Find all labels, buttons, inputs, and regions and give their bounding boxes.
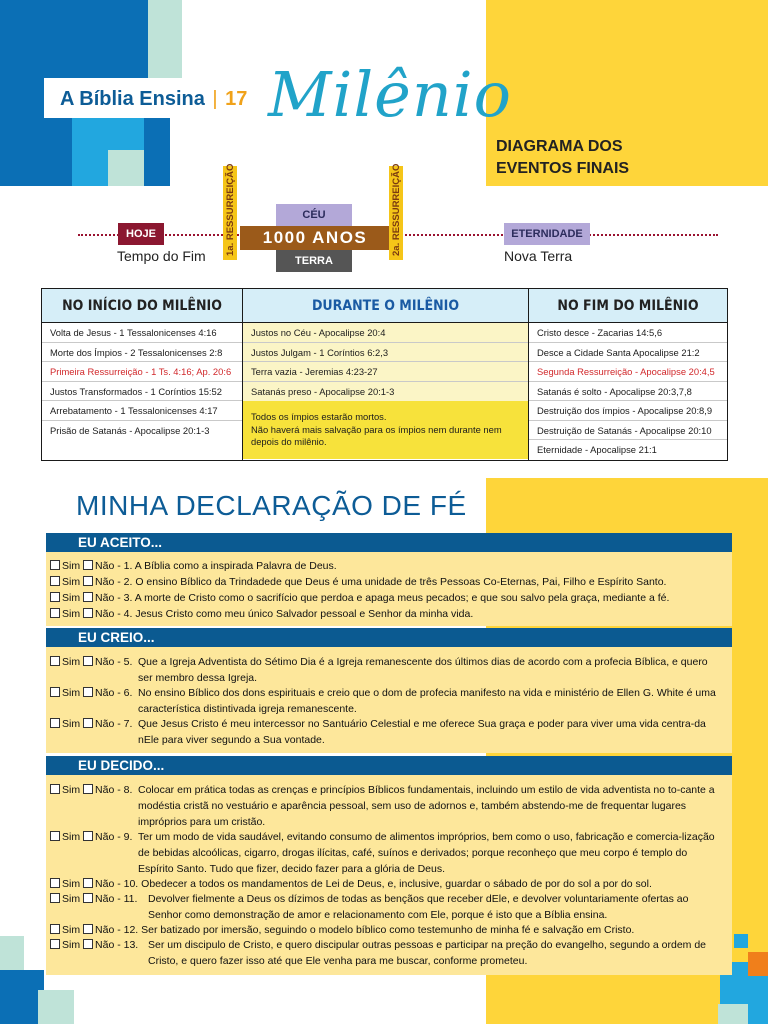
nao-checkbox[interactable] (83, 560, 93, 570)
sim-label: Sim (62, 784, 81, 796)
list-item: Volta de Jesus - 1 Tessalonicenses 4:16 (42, 323, 242, 343)
declaration-title: MINHA DECLARAÇÃO DE FÉ (76, 490, 467, 521)
brand-separator: | (212, 88, 218, 110)
fim-cell (529, 323, 728, 461)
brand (60, 88, 247, 111)
nao-label: Não (95, 592, 115, 604)
list-item: Justos no Céu - Apocalipse 20:4 (243, 323, 528, 343)
nao-checkbox[interactable] (83, 592, 93, 602)
item-number: 4. (123, 608, 133, 620)
deco-block (748, 952, 768, 976)
deco-block (734, 934, 748, 948)
lesson-number: 17 (225, 88, 248, 110)
sim-checkbox[interactable] (50, 893, 60, 903)
item-text: Ter um modo de vida saudável, evitando consumo de alimentos impróprios, bem como o uso, fabricação e comercia-lização de bebidas alcoólicas, cigarro, drogas ilícitas, café, suínos e derivados; porque reconheço que meu corpo é templo do Espírito Santo. Tudo que fizer, decido fazer para a glória de Deus. (138, 831, 715, 875)
nao-label: Não (95, 560, 115, 572)
sim-checkbox[interactable] (50, 878, 60, 888)
list-item: Prisão de Satanás - Apocalipse 20:1-3 (50, 424, 210, 436)
section-heading-decido: EU DECIDO... (46, 756, 732, 775)
deco-block (38, 990, 74, 1024)
nao-checkbox[interactable] (83, 718, 93, 728)
inicio-cell (42, 323, 243, 461)
today-tag: HOJE (118, 223, 164, 245)
item-number: 8. (123, 784, 133, 796)
declaration-item: Sim Não - 2. O ensino Bíblico da Trindadede que Deus é uma unidade de três Pessoas Co-Eternas, Pai, Filho e Espírito Santo. (50, 574, 720, 590)
diagram-label: DIAGRAMA DOS EVENTOS FINAIS (496, 138, 630, 177)
item-text: Ser batizado por imersão, seguindo o modelo bíblico como testemunho de minha fé e salvação em Cristo. (141, 924, 635, 936)
sim-label: Sim (62, 560, 81, 572)
sim-label: Sim (62, 576, 81, 588)
list-item: Justos Transformados - 1 Coríntios 15:52 (42, 382, 242, 402)
nao-checkbox[interactable] (83, 687, 93, 697)
sim-checkbox[interactable] (50, 687, 60, 697)
declaration-item: Sim Não - 1. A Bíblia como a inspirada Palavra de Deus. (50, 558, 720, 574)
item-number: 1. (123, 560, 133, 572)
list-item: Cristo desce - Zacarias 14:5,6 (529, 323, 727, 343)
list-item: Destruição dos ímpios - Apocalipse 20:8,9 (529, 401, 727, 421)
item-text: O ensino Bíblico da Trindadede que Deus é uma unidade de três Pessoas Co-Eternas, Pai, Filho e Espírito Santo. (135, 576, 667, 588)
sim-label: Sim (62, 608, 81, 620)
item-text: Ser um discipulo de Cristo, e quero discipular outras pessoas e participar na preção do evangelho, segundo a ordem de Cristo, e quero fazer isso até que Ele venha para me buscar, conforme prometeu. (148, 939, 706, 967)
col-header-fim: NO FIM DO MILÊNIO (529, 289, 728, 323)
sim-checkbox[interactable] (50, 592, 60, 602)
list-item: Eternidade - Apocalipse 21:1 (537, 444, 657, 455)
sim-label: Sim (62, 831, 81, 843)
item-text: Colocar em prática todas as crenças e princípios Bíblicos fundamentais, incluindo um estilo de vida adventista no to-cante a modéstia cristã no vestuário e aparência pessoal, sem uso de adornos e, também abstendo-me de frequentar lugares impróprios para um cristão. (138, 784, 715, 828)
deco-block (148, 0, 182, 82)
brand-name: A Bíblia Ensina (60, 88, 205, 110)
declaration-item: Sim Não - 11. Devolver fielmente a Deus os dízimos de todas as bençãos que receber dEle, e devolver voluntariamente ofertas ao Senhor como demonstração de amor e relacionamento com Ele, porque é isto que a Bíblia ensina. (50, 891, 720, 923)
nao-checkbox[interactable] (83, 576, 93, 586)
nao-checkbox[interactable] (83, 608, 93, 618)
item-text: A Bíblia como a inspirada Palavra de Deus. (134, 560, 337, 572)
sim-label: Sim (62, 893, 81, 905)
item-number: 9. (123, 831, 133, 843)
nao-label: Não (95, 656, 115, 668)
item-number: 12. (123, 924, 139, 936)
thousand-years: 1000 ANOS (240, 226, 390, 250)
sim-label: Sim (62, 656, 81, 668)
sim-label: Sim (62, 592, 81, 604)
list-item: Justos Julgam - 1 Coríntios 6:2,3 (243, 343, 528, 363)
nao-checkbox[interactable] (83, 831, 93, 841)
item-text: Que a Igreja Adventista do Sétimo Dia é a Igreja remanescente dos últimos dias de acordo com a profecia Bíblica, e quero ser membro dessa Igreja. (138, 656, 708, 684)
declaration-item: Sim Não - 12. Ser batizado por imersão, seguindo o modelo bíblico como testemunho de minha fé e salvação em Cristo. (50, 922, 720, 938)
nao-label: Não (95, 784, 115, 796)
declaration-item: Sim Não - 8. Colocar em prática todas as crenças e princípios Bíblicos fundamentais, incluindo um estilo de vida adventista no to-cante a modéstia cristã no vestuário e aparência pessoal, sem uso de adornos e, também abstendo-me de frequentar lugares impróprios para um cristão. (50, 782, 720, 830)
item-number: 2. (123, 576, 133, 588)
nao-label: Não (95, 718, 115, 730)
sim-checkbox[interactable] (50, 784, 60, 794)
item-text: Que Jesus Cristo é meu intercessor no Santuário Celestial e me oferece Sua graça e poder para viver uma vida centra-da nEle para viver segundo a Sua vontade. (138, 718, 706, 746)
declaration-item: Sim Não - 9. Ter um modo de vida saudável, evitando consumo de alimentos impróprios, bem como o uso, fabricação e comercia-lização de bebidas alcoólicas, cigarro, drogas ilícitas, café, suínos e derivados; porque reconheço que meu corpo é templo do Espírito Santo. Tudo que fizer, decido fazer para a glória de Deus. (50, 829, 720, 877)
terra-tag: TERRA (276, 250, 352, 272)
section-heading-creio: EU CREIO... (46, 628, 732, 647)
list-item: Primeira Ressurreição - 1 Ts. 4:16; Ap. 20:6 (42, 362, 242, 382)
durante-note (243, 401, 528, 459)
list-item: Segunda Ressurreição - Apocalipse 20:4,5 (529, 362, 727, 382)
sim-checkbox[interactable] (50, 718, 60, 728)
deco-block (108, 150, 144, 186)
tempo-fim-label: Tempo do Fim (117, 248, 206, 264)
col-header-inicio: NO INÍCIO DO MILÊNIO (42, 289, 243, 323)
sim-checkbox[interactable] (50, 576, 60, 586)
item-number: 10. (123, 878, 139, 890)
ceu-tag: CÉU (276, 204, 352, 226)
section-heading-aceito: EU ACEITO... (46, 533, 732, 552)
sim-checkbox[interactable] (50, 608, 60, 618)
nao-checkbox[interactable] (83, 924, 93, 934)
sim-checkbox[interactable] (50, 939, 60, 949)
item-number: 5. (123, 656, 133, 668)
sim-label: Sim (62, 939, 81, 951)
list-item: Desce a Cidade Santa Apocalipse 21:2 (529, 343, 727, 363)
sim-label: Sim (62, 878, 81, 890)
item-number: 11. (123, 893, 138, 905)
list-item: Terra vazia - Jeremias 4:23-27 (243, 362, 528, 382)
list-item: Satanás preso - Apocalipse 20:1-3 (243, 382, 528, 402)
second-resurrection-label: 2a. RESSURREIÇÃO (391, 163, 402, 256)
first-resurrection-label: 1a. RESSURREIÇÃO (225, 163, 236, 256)
item-number: 6. (123, 687, 133, 699)
deco-block (718, 1004, 748, 1024)
nao-checkbox[interactable] (83, 784, 93, 794)
declaration-item: Sim Não - 10. Obedecer a todos os mandamentos de Lei de Deus, e, inclusive, guardar o sábado de por do sol a por do sol. (50, 876, 720, 892)
nao-label: Não (95, 576, 115, 588)
item-number: 3. (123, 592, 133, 604)
sim-checkbox[interactable] (50, 560, 60, 570)
nao-label: Não (95, 687, 115, 699)
note-line: Não haverá mais salvação para os ímpios nem durante nem depois do milênio. (251, 423, 502, 447)
list-item: Morte dos Ímpios - 2 Tessalonicenses 2:8 (42, 343, 242, 363)
declaration-item: Sim Não - 5. Que a Igreja Adventista do Sétimo Dia é a Igreja remanescente dos últimos dias de acordo com a profecia Bíblica, e quero ser membro dessa Igreja. (50, 654, 720, 686)
item-number: 13. (123, 939, 139, 951)
events-table (41, 288, 728, 461)
nao-label: Não (95, 939, 115, 951)
col-header-durante: DURANTE O MILÊNIO (243, 289, 529, 323)
item-text: No ensino Bíblico dos dons espirituais e creio que o dom de profecia manifesto na vida e ministério de Ellen G. White é uma característica distintivada igreja remanescente. (138, 687, 716, 715)
nao-label: Não (95, 893, 115, 905)
nao-checkbox[interactable] (83, 878, 93, 888)
sim-label: Sim (62, 924, 81, 936)
eternity-tag: ETERNIDADE (504, 223, 590, 245)
item-number: 7. (123, 718, 133, 730)
list-item: Arrebatamento - 1 Tessalonicenses 4:17 (42, 401, 242, 421)
nao-label: Não (95, 924, 115, 936)
sim-label: Sim (62, 687, 81, 699)
page-title: Milênio (268, 58, 512, 131)
durante-cell (243, 323, 529, 461)
list-item: Destruição de Satanás - Apocalipse 20:10 (529, 421, 727, 441)
item-text: Jesus Cristo como meu único Salvador pessoal e Senhor da minha vida. (135, 608, 474, 620)
item-text: A morte de Cristo como o sacrifício que perdoa e apaga meus pecados; e que sou salvo pela graça, mediante a fé. (134, 592, 670, 604)
nova-terra-label: Nova Terra (504, 248, 573, 264)
sim-label: Sim (62, 718, 81, 730)
item-text: Devolver fielmente a Deus os dízimos de todas as bençãos que receber dEle, e devolver voluntariamente ofertas ao Senhor como demonstração de amor e relacionamento com Ele, porque é isto que a Bíblia ensina. (148, 893, 689, 921)
sim-checkbox[interactable] (50, 831, 60, 841)
declaration-item: Sim Não - 3. A morte de Cristo como o sacrifício que perdoa e apaga meus pecados; e que sou salvo pela graça, mediante a fé. (50, 590, 720, 606)
nao-checkbox[interactable] (83, 893, 93, 903)
sim-checkbox[interactable] (50, 656, 60, 666)
sim-checkbox[interactable] (50, 924, 60, 934)
declaration-item: Sim Não - 4. Jesus Cristo como meu único Salvador pessoal e Senhor da minha vida. (50, 606, 720, 622)
list-item: Satanás é solto - Apocalipse 20:3,7,8 (529, 382, 727, 402)
nao-checkbox[interactable] (83, 939, 93, 949)
declaration-item: Sim Não - 13. Ser um discipulo de Cristo, e quero discipular outras pessoas e participar na preção do evangelho, segundo a ordem de Cristo, e quero fazer isso até que Ele venha para me buscar, conforme prometeu. (50, 937, 720, 969)
note-line: Todos os ímpios estarão mortos. (251, 411, 387, 422)
nao-label: Não (95, 878, 115, 890)
declaration-item: Sim Não - 7. Que Jesus Cristo é meu intercessor no Santuário Celestial e me oferece Sua graça e poder para viver uma vida centra-da nEle para viver segundo a Sua vontade. (50, 716, 720, 748)
nao-checkbox[interactable] (83, 656, 93, 666)
nao-label: Não (95, 831, 115, 843)
item-text: Obedecer a todos os mandamentos de Lei de Deus, e, inclusive, guardar o sábado de por do sol a por do sol. (141, 878, 652, 890)
declaration-item: Sim Não - 6. No ensino Bíblico dos dons espirituais e creio que o dom de profecia manifesto na vida e ministério de Ellen G. White é uma característica distintivada igreja remanescente. (50, 685, 720, 717)
nao-label: Não (95, 608, 115, 620)
